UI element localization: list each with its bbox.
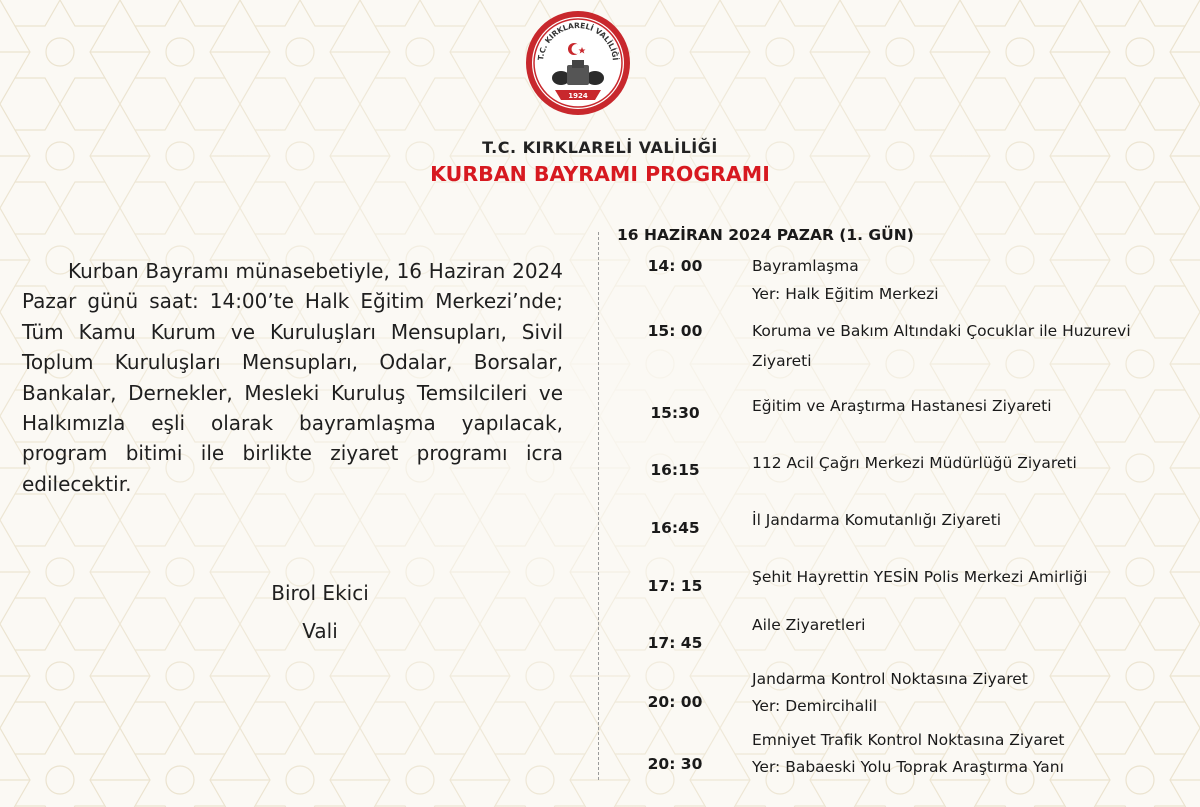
program-activity: Bayramlaşma xyxy=(752,257,859,275)
day-heading: 16 HAZİRAN 2024 PAZAR (1. GÜN) xyxy=(617,226,914,244)
program-time: 17: 45 xyxy=(647,634,703,652)
governorship-seal-logo xyxy=(525,10,631,116)
program-time: 15:30 xyxy=(650,404,700,422)
program-activity: İl Jandarma Komutanlığı Ziyareti xyxy=(752,511,1002,529)
column-divider xyxy=(598,232,599,780)
program-activity: Aile Ziyaretleri xyxy=(752,616,866,634)
program-time: 20: 30 xyxy=(647,755,703,773)
program-time: 15: 00 xyxy=(647,322,703,340)
program-title: KURBAN BAYRAMI PROGRAMI xyxy=(430,162,770,186)
program-location: Yer: Demircihalil xyxy=(752,697,878,715)
signer-name: Birol Ekici xyxy=(271,581,369,605)
program-location: Yer: Babaeski Yolu Toprak Araştırma Yanı xyxy=(752,758,1064,776)
program-activity: Eğitim ve Araştırma Hastanesi Ziyareti xyxy=(752,397,1052,415)
program-time: 14: 00 xyxy=(647,257,703,275)
signer-title: Vali xyxy=(302,619,338,643)
program-activity: Şehit Hayrettin YESİN Polis Merkezi Amirliği xyxy=(752,568,1088,586)
program-activity: Jandarma Kontrol Noktasına Ziyaret xyxy=(752,670,1028,688)
program-time: 17: 15 xyxy=(647,577,703,595)
svg-text:1924: 1924 xyxy=(568,92,588,100)
program-time: 20: 00 xyxy=(647,693,703,711)
program-location: Yer: Halk Eğitim Merkezi xyxy=(752,285,939,303)
program-time: 16:45 xyxy=(650,519,700,537)
svg-text:T.C. KIRKLARELİ VALİLİĞİ: T.C. KIRKLARELİ VALİLİĞİ xyxy=(536,20,620,61)
program-activity: 112 Acil Çağrı Merkezi Müdürlüğü Ziyareti xyxy=(752,454,1077,472)
program-time: 16:15 xyxy=(650,461,700,479)
announcement-paragraph: Kurban Bayramı münasebetiyle, 16 Haziran 2024 Pazar günü saat: 14:00’te Halk Eğitim Merkezi’nde; Tüm Kamu Kurum ve Kuruluşları Mensupları, Sivil Toplum Kuruluşları Mensupları, Odalar, Borsalar, Bankalar, Dernekler, Mesleki Kuruluş Temsilcileri ve Halkımızla eşli olarak bayramlaşma yapılacak, program bitimi ile birlikte ziyaret programı icra edilecektir. xyxy=(22,259,563,496)
organization-name: T.C. KIRKLARELİ VALİLİĞİ xyxy=(482,138,718,157)
program-activity: Ziyareti xyxy=(752,352,812,370)
program-activity: Emniyet Trafik Kontrol Noktasına Ziyaret xyxy=(752,731,1065,749)
program-activity: Koruma ve Bakım Altındaki Çocuklar ile Huzurevi xyxy=(752,322,1131,340)
